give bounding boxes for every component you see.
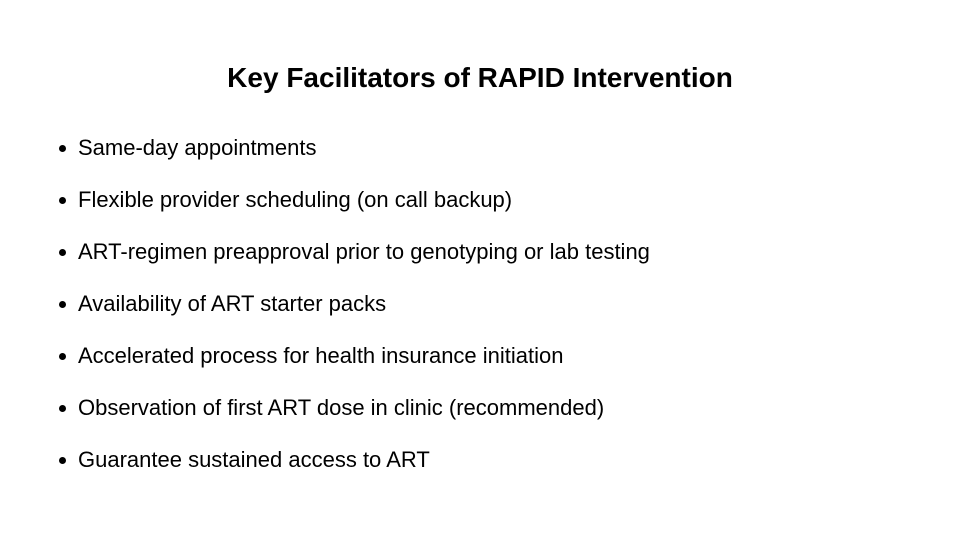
- list-item-text: Observation of first ART dose in clinic (recommended): [78, 395, 605, 420]
- bullet-dot-icon: [59, 197, 66, 204]
- list-item: [54, 174, 914, 226]
- bullet-dot-icon: [59, 457, 66, 464]
- list-item-text: Guarantee sustained access to ART: [78, 447, 430, 472]
- list-item-text: ART-regimen preapproval prior to genotyping or lab testing: [78, 239, 650, 264]
- list-item: [54, 330, 914, 382]
- bullet-dot-icon: [59, 145, 66, 152]
- list-item: [54, 278, 914, 330]
- list-item-text: Availability of ART starter packs: [78, 291, 387, 316]
- list-item: [54, 122, 914, 174]
- list-item: [54, 382, 914, 434]
- bullet-dot-icon: [59, 405, 66, 412]
- bullet-dot-icon: [59, 249, 66, 256]
- list-item-text: Same-day appointments: [78, 135, 317, 160]
- list-item-text: Flexible provider scheduling (on call backup): [78, 187, 513, 212]
- bullet-list: [54, 122, 914, 486]
- list-item: [54, 434, 914, 486]
- bullet-dot-icon: [59, 301, 66, 308]
- bullet-dot-icon: [59, 353, 66, 360]
- list-item-text: Accelerated process for health insurance initiation: [78, 343, 564, 368]
- slide-title: Key Facilitators of RAPID Intervention: [227, 62, 733, 93]
- list-item: [54, 226, 914, 278]
